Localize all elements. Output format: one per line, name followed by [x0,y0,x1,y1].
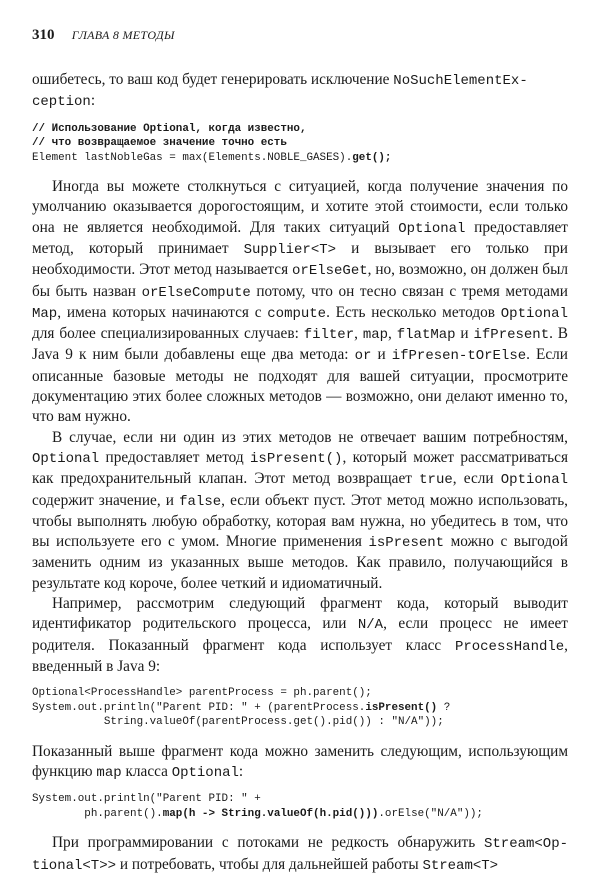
code-comment: // что возвращаемое значение точно есть [32,137,287,150]
code-block-3: System.out.println("Parent PID: " + ph.parent().map(h -> String.valueOf(h.pid())).orElse("N/A")); [32,793,483,820]
chapter-title: ГЛАВА 8 МЕТОДЫ [71,28,175,42]
paragraph-map-replacement: Показанный выше фрагмент кода можно заменить следующим, использующим функцию map класса Optional: [32,742,568,782]
paragraph-isPresent: В случае, если ни один из этих методов не отвечает вашим потребностям, Optional предоставляет метод isPresent(), который может рассматриваться как предохранительный клапан. Этот метод возвращает true, если Optional содержит значение, и false, если объект пуст. Этот метод можно использовать, чтобы выполнять любую обработку, которая вам нужна, но убедитесь в том, что вы используете его с умом. Многие применения isPresent можно с выгодой заменить одним из указанных выше методов. Как правило, получающийся в результате код короче, более четкий и идиоматичный. [32,428,568,592]
code-comment: // Использование Optional, когда известно, [32,122,307,135]
code-block-1: // Использование Optional, когда известно, // что возвращаемое значение точно есть Element lastNobleGas = max(Elements.NOBLE_GASES).get(); [32,122,392,164]
running-header [32,27,175,44]
page-body [32,70,568,876]
paragraph-streams: При программировании с потоками не редкость обнаружить Stream<Op-tional<T>> и потребовать, чтобы для дальнейшей работы Stream<T> [32,834,568,874]
page-number: 310 [32,27,55,43]
paragraph-orElseGet: Иногда вы можете столкнуться с ситуацией, когда получение значения по умолчанию оказывается дорогостоящим, и хотите этой стоимости, если только она не является необходимой. Для таких ситуаций Optional предоставляет метод, который принимает Supplier<T> и вызывает его только при необходимости. Этот метод называется orElseGet, но, возможно, он должен был бы быть назван orElseCompute потому, что он тесно связан с тремя методами Map, имена которых начинаются с compute. Есть несколько методов Optional для более специализированных случаев: filter, map, flatMap и ifPresent. В Java 9 к ним были добавлены еще два метода: or и ifPresen-tOrElse. Если описанные базовые методы не подходят для вашей ситуации, просмотрите документацию этих более сложных методов — возможно, они делают именно то, что вам нужно. [32,178,569,426]
intro-paragraph: ошибетесь, то ваш код будет генерировать исключение NoSuchElementEx- ception: [32,71,528,111]
code-block-2: Optional<ProcessHandle> parentProcess = ph.parent(); System.out.println("Parent PID: " + (parentProcess.isPresent() ? String.valueOf(parentProcess.get().pid()) : "N/A")); [32,687,451,729]
paragraph-example: Например, рассмотрим следующий фрагмент кода, который выводит идентификатор родительского процесса, или N/A, если процесс не имеет родителя. Показанный фрагмент кода использует класс ProcessHandle, введенный в Java 9: [32,595,568,675]
